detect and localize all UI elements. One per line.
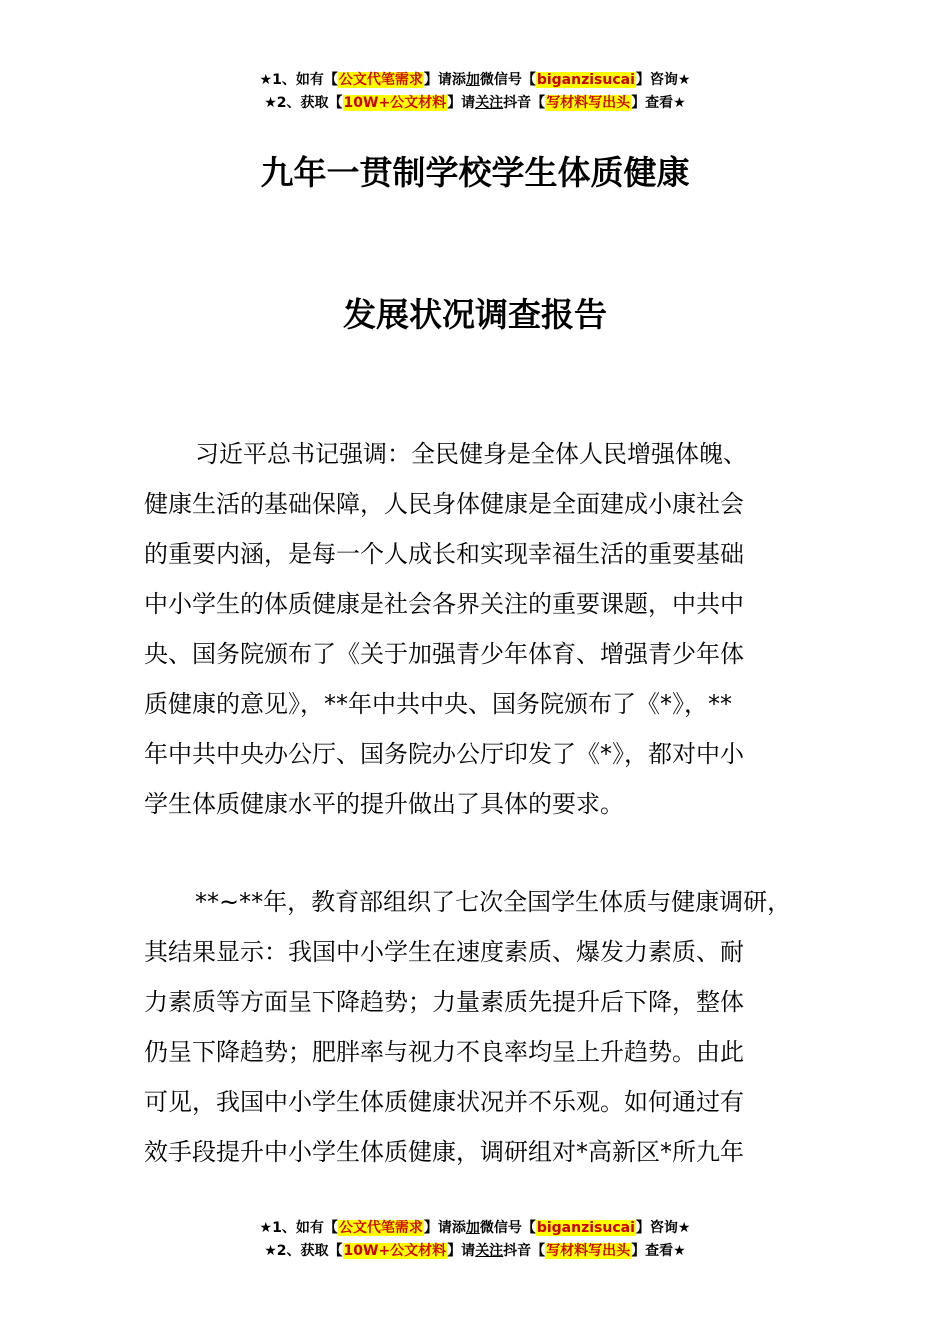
paragraph-line: 的重要内涵，是每一个人成长和实现幸福生活的重要基础 xyxy=(144,540,744,568)
footer-line-2-prefix: ★2、获取【 xyxy=(264,1243,343,1259)
footer-banner-line-2 xyxy=(0,1240,950,1263)
banner-line-2-mid2: 抖音【 xyxy=(503,95,546,111)
footer-highlight-douyin-account: 写材料写出头 xyxy=(546,1243,631,1259)
banner-line-2-prefix: ★2、获取【 xyxy=(264,95,343,111)
paragraph-line: 可见，我国中小学生体质健康状况并不乐观。如何通过有 xyxy=(144,1088,744,1116)
banner-line-1 xyxy=(0,69,950,92)
paragraph-line: 学生体质健康水平的提升做出了具体的要求。 xyxy=(144,790,624,818)
banner-line-2-suffix: 】查看★ xyxy=(631,95,686,111)
banner-line-1-prefix: ★1、如有【 xyxy=(259,72,338,88)
paragraph-line: 质健康的意见》，**年中共中央、国务院颁布了《*》，** xyxy=(144,690,732,718)
banner-highlight-service: 公文代笔需求 xyxy=(338,72,423,88)
paragraph-line: 年中共中央办公厅、国务院办公厅印发了《*》，都对中小 xyxy=(144,740,744,768)
banner-line-2 xyxy=(0,92,950,115)
body-paragraph-2 xyxy=(144,877,844,1177)
paragraph-line: **~**年，教育部组织了七次全国学生体质与健康调研， xyxy=(195,888,792,916)
banner-line-1-mid: 】请添 xyxy=(423,72,466,88)
paragraph-line: 效手段提升中小学生体质健康，调研组对*高新区*所九年 xyxy=(144,1138,744,1166)
header-banner xyxy=(0,69,950,115)
footer-banner xyxy=(0,1217,950,1263)
banner-underlined-text: 加 xyxy=(465,72,480,88)
footer-line-2-mid: 】请 xyxy=(447,1243,476,1259)
paragraph-line: 央、国务院颁布了《关于加强青少年体育、增强青少年体 xyxy=(144,640,744,668)
banner-highlight-douyin-account: 写材料写出头 xyxy=(546,95,631,111)
footer-underlined-follow: 关注 xyxy=(475,1243,504,1259)
footer-highlight-wechat-id: biganzisucai xyxy=(536,1220,635,1236)
banner-highlight-materials: 10W+公文材料 xyxy=(343,95,447,111)
footer-banner-line-1 xyxy=(0,1217,950,1240)
footer-line-2-mid2: 抖音【 xyxy=(503,1243,546,1259)
document-title-line-2: 发展状况调查报告 xyxy=(343,295,607,334)
footer-highlight-materials: 10W+公文材料 xyxy=(343,1243,447,1259)
paragraph-line: 习近平总书记强调：全民健身是全体人民增强体魄、 xyxy=(195,440,747,468)
footer-line-1-mid: 】请添 xyxy=(423,1220,466,1236)
footer-line-1-suffix: 】咨询★ xyxy=(635,1220,691,1236)
banner-line-1-suffix: 】咨询★ xyxy=(635,72,691,88)
paragraph-line: 中小学生的体质健康是社会各界关注的重要课题，中共中 xyxy=(144,590,744,618)
paragraph-line: 健康生活的基础保障，人民身体健康是全面建成小康社会 xyxy=(144,490,744,518)
footer-line-1-mid2: 微信号【 xyxy=(479,1220,536,1236)
footer-underlined-text: 加 xyxy=(465,1220,480,1236)
footer-highlight-service: 公文代笔需求 xyxy=(338,1220,423,1236)
footer-line-1-prefix: ★1、如有【 xyxy=(259,1220,338,1236)
banner-line-2-mid: 】请 xyxy=(447,95,476,111)
paragraph-line: 仍呈下降趋势；肥胖率与视力不良率均呈上升趋势。由此 xyxy=(144,1038,744,1066)
banner-line-1-mid2: 微信号【 xyxy=(479,72,536,88)
document-title-line-1: 九年一贯制学校学生体质健康 xyxy=(260,153,690,192)
paragraph-line: 其结果显示：我国中小学生在速度素质、爆发力素质、耐 xyxy=(144,938,744,966)
footer-line-2-suffix: 】查看★ xyxy=(631,1243,686,1259)
banner-highlight-wechat-id: biganzisucai xyxy=(536,72,635,88)
banner-underlined-follow: 关注 xyxy=(475,95,504,111)
paragraph-line: 力素质等方面呈下降趋势；力量素质先提升后下降，整体 xyxy=(144,988,744,1016)
body-paragraph-1 xyxy=(144,429,844,829)
